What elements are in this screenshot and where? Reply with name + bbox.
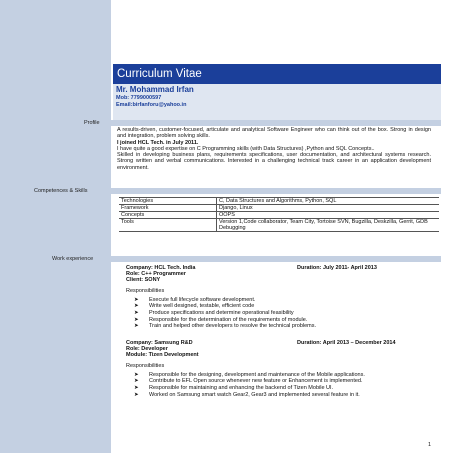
job-module: Module: Tizen Development — [126, 352, 199, 359]
skill-key: Concepts — [119, 212, 217, 219]
responsibilities-list — [126, 372, 426, 398]
arrow-bullet-icon: ➤ — [134, 303, 139, 310]
cv-title: Curriculum Vitae — [113, 64, 441, 84]
work-label: Work experience — [52, 256, 94, 262]
profile-band — [0, 120, 441, 126]
skills-table — [119, 197, 439, 232]
skill-value: Version 1,Code collaborator, Team City, Tortoise SVN, Bugzilla, Deskzilla, Gerrit, GDB Debugging — [217, 219, 440, 232]
arrow-bullet-icon: ➤ — [134, 310, 139, 316]
skill-value: Django, Linux — [217, 205, 440, 212]
arrow-bullet-icon: ➤ — [134, 391, 139, 398]
job-client: Client: SONY — [126, 277, 161, 284]
candidate-name: Mr. Mohammad Irfan — [116, 85, 194, 94]
profile-summary: A results-driven, customer-focused, articulate and analytical Software Engineer who can think out of the box. Strong in design and integration, problem solving skills. — [117, 127, 431, 140]
email-address: Email:birfanforu@yahoo.in — [116, 102, 187, 108]
table-row — [119, 212, 439, 219]
skill-value: OOPS — [217, 212, 440, 219]
arrow-bullet-icon: ➤ — [134, 323, 139, 330]
responsibilities-label: Responsibilities — [126, 287, 165, 294]
skills-label: Competences & Skills — [34, 188, 88, 194]
table-row — [119, 219, 439, 232]
list-item: ➤ Write well designed, testable, efficient code — [134, 303, 255, 310]
job-duration: Duration: July 2011- April 2013 — [297, 265, 377, 271]
job-entry-samsung — [126, 340, 426, 398]
responsibilities-list — [126, 297, 426, 330]
mobile-number: Mob: 7799000597 — [116, 95, 162, 101]
arrow-bullet-icon: ➤ — [134, 378, 139, 385]
table-row — [119, 198, 439, 205]
job-company: Company: Samsung R&D — [126, 340, 193, 346]
profile-text — [117, 127, 431, 171]
page-number: 1 — [428, 442, 432, 448]
profile-expertise: I have quite a good expertise on C Programming skills (with Data Structures) ,Python and SQL Concepts.. — [117, 145, 375, 152]
table-row — [119, 205, 439, 212]
skill-key: Technologies — [119, 198, 217, 205]
job-role: Role: Developer — [126, 346, 168, 353]
list-item: ➤ Worked on Samsung smart watch Gear2, Gear3 and implemented several feature in it. — [134, 391, 360, 398]
responsibilities-label: Responsibilities — [126, 362, 165, 369]
list-item: ➤ Produce specifications and determine operational feasibility — [134, 310, 294, 316]
arrow-bullet-icon: ➤ — [134, 371, 139, 378]
skill-key: Tools — [119, 219, 217, 232]
skill-key: Framework — [119, 205, 217, 212]
arrow-bullet-icon: ➤ — [134, 385, 139, 391]
skill-value: C, Data Structures and Algorithms, Python, SQL — [217, 198, 440, 205]
job-company: Company: HCL Tech. India — [126, 265, 196, 271]
list-item: ➤ Responsible for the determination of the requirements of module. — [134, 316, 308, 323]
left-sidebar-band — [0, 0, 111, 453]
arrow-bullet-icon: ➤ — [134, 296, 139, 303]
job-duration: Duration: April 2013 – December 2014 — [297, 340, 396, 346]
list-item: ➤ Train and helped other developers to resolve the technical problems. — [134, 323, 317, 330]
list-item: ➤ Responsible for maintaining and enhancing the backend of Tizen Mobile UI. — [134, 385, 334, 391]
name-contact-block — [113, 84, 441, 120]
job-entry-hcl — [126, 265, 426, 330]
job-role: Role: C++ Programmer — [126, 271, 186, 278]
list-item: ➤ Responsible for the designing, development and maintenance of the Mobile applications. — [134, 371, 365, 378]
list-item: ➤ Execute full lifecycle software development. — [134, 296, 256, 303]
profile-label: Profile — [84, 120, 100, 126]
arrow-bullet-icon: ➤ — [134, 316, 139, 323]
profile-joined: I joined HCL Tech. in July 2011. — [117, 139, 199, 146]
list-item: ➤ Contribute to EFL Open source whenever new feature or Enhancement is implemented. — [134, 378, 363, 385]
profile-skills: Skilled in developing business plans, requirements specifications, user documentation, and architectural systems research. Strong written and verbal communications. Interested in a challenging technical track career in an application development environment. — [117, 152, 431, 171]
